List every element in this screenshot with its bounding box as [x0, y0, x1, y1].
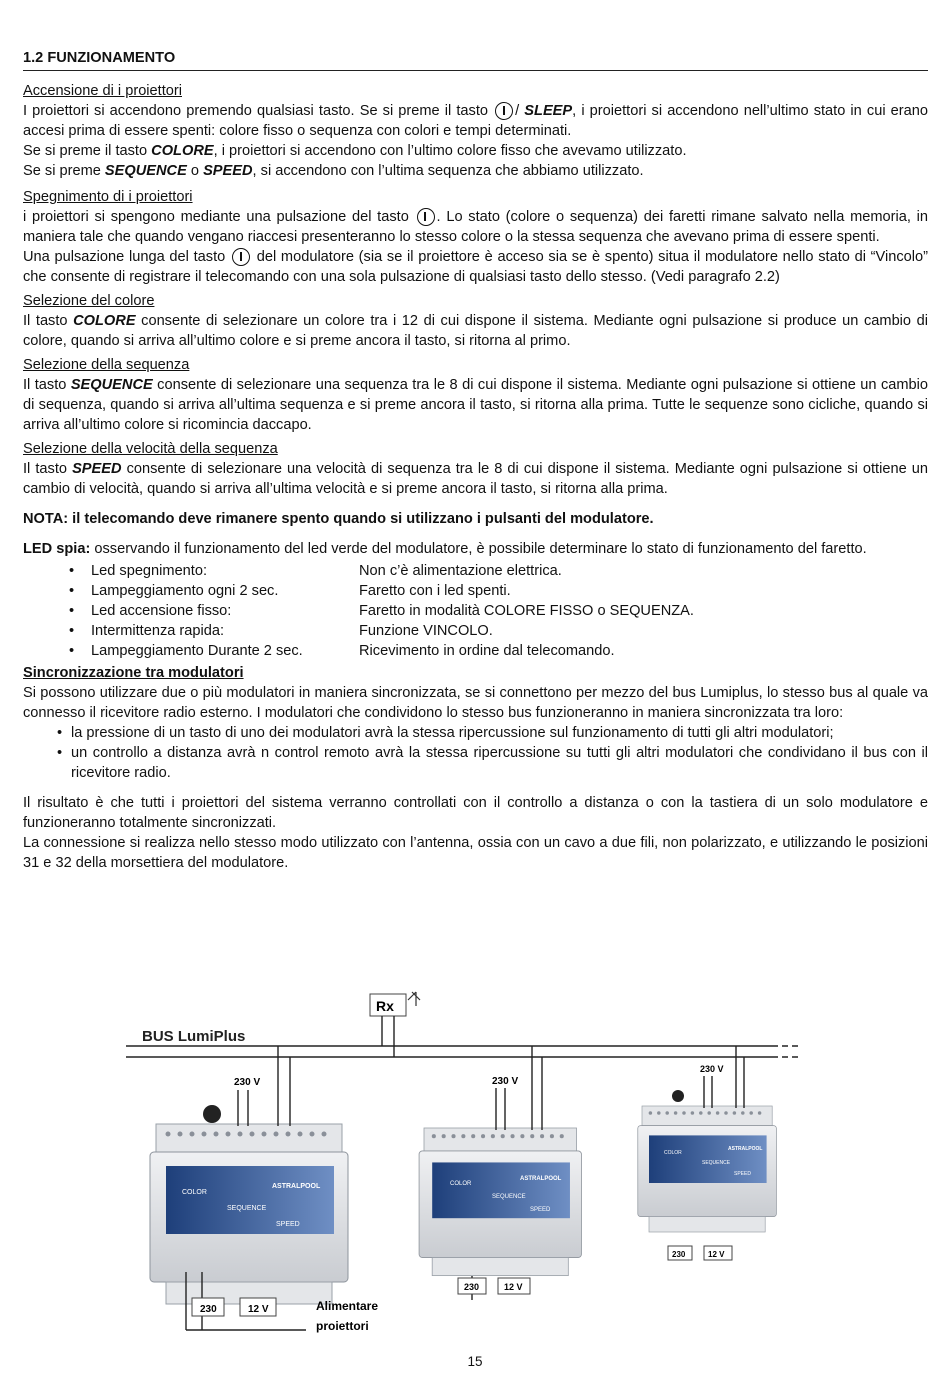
bullet: • [69, 623, 75, 639]
spegnimento-p2-rest: del modulatore (sia se il proiettore è acceso sia se è spento) situa il modulatore nello stato di “Vincolo” che consente di registrare il telecomando con una sola pulsazione di qualsiasi tasto dello stesso. (Vedi paragrafo 2.2) [23, 249, 928, 285]
v230-label-3: 230 V [700, 1064, 724, 1074]
brand-3: ASTRALPOOL [728, 1146, 763, 1152]
bullet: • [69, 603, 75, 619]
sequenza-a: Il tasto [23, 377, 71, 393]
led-state: Led spegnimento: [91, 563, 208, 579]
velocita-heading: Selezione della velocità della sequenza [23, 441, 278, 457]
colore-a: Il tasto [23, 313, 74, 329]
sequence-key: SEQUENCE [104, 163, 187, 179]
out-230-2: 230 [464, 1282, 480, 1292]
page-content [23, 48, 928, 873]
led-state: Intermittenza rapida: [91, 623, 225, 639]
spegnimento-p1-text: i proiettori si spengono mediante una pulsazione del tasto [23, 209, 409, 225]
led-row [23, 581, 928, 601]
spegnimento-p2 [23, 247, 928, 287]
colore-b: consente di selezionare un colore tra i 12 di cui dispone il sistema. Mediante ogni pulsazione si produce un cambio di colore, quando si arriva all’ultimo colore e si preme ancora il tasto, si ritorna al primo. [23, 313, 928, 349]
velocita-section [23, 439, 928, 499]
modulator-3 [638, 1106, 777, 1232]
spegnimento-p2-text: Una pulsazione lunga del tasto [23, 249, 226, 265]
btn-speed-2: SPEED [530, 1207, 551, 1213]
velocita-a: Il tasto [23, 461, 73, 477]
btn-sequence-3: SEQUENCE [702, 1160, 731, 1166]
out-12v-3: 12 V [708, 1250, 725, 1259]
bullet: • [69, 643, 75, 659]
accensione-p1-text: I proiettori si accendono premendo qualsiasi tasto. Se si preme il tasto [23, 103, 489, 119]
bullet: • [57, 745, 63, 761]
led-state: Lampeggiamento ogni 2 sec. [91, 583, 279, 599]
accensione-p2-text: Se si preme il tasto [23, 143, 152, 159]
wiring-diagram [112, 988, 802, 1340]
antenna-icon [408, 992, 420, 1006]
v230-label-2: 230 V [492, 1076, 519, 1087]
bus-label: BUS LumiPlus [142, 1028, 246, 1045]
caption-line2: proiettori [316, 1319, 369, 1333]
power-icon [232, 248, 250, 266]
led-meaning: Ricevimento in ordine dal telecomando. [359, 643, 615, 659]
accensione-p3-rest: , si accendono con l’ultima sequenza che abbiamo utilizzato. [252, 163, 644, 179]
colore-section [23, 291, 928, 351]
out-230-1: 230 [200, 1304, 217, 1315]
led-meaning: Faretto in modalità COLORE FISSO o SEQUENZA. [359, 603, 694, 619]
accensione-p2 [23, 141, 928, 161]
out-12v-1: 12 V [248, 1304, 269, 1315]
led-meaning: Faretto con i led spenti. [359, 583, 511, 599]
or-text: o [186, 163, 204, 179]
velocita-b: consente di selezionare una velocità di sequenza tra le 8 di cui dispone il sistema. Mediante ogni pulsazione si ottiene un cambio di velocità, quando si arriva all’ultima velocità e si preme ancora il tasto, si ritorna alla prima. [23, 461, 928, 497]
colore-key: COLORE [151, 143, 214, 159]
bullet: • [57, 725, 63, 741]
spegnimento-heading: Spegnimento di i proiettori [23, 189, 193, 205]
btn-speed-1: SPEED [276, 1221, 300, 1228]
colore-text [23, 311, 928, 351]
accensione-heading: Accensione di i proiettori [23, 83, 182, 99]
led-row [23, 561, 928, 581]
v230-label-1: 230 V [234, 1077, 261, 1088]
sincro-bullet-1-text: la pressione di un tasto di uno dei modulatori avrà la stessa ripercussione sul funzionamento di tutti gli altri modulatori; [71, 725, 834, 741]
accensione-p3-text: Se si preme [23, 163, 105, 179]
nota-text: NOTA: il telecomando deve rimanere spento quando si utilizzano i pulsanti del modulatore. [23, 511, 654, 527]
speed-key: SPEED [203, 163, 253, 179]
page-number: 15 [467, 1354, 483, 1369]
btn-color-2: COLOR [450, 1181, 472, 1187]
accensione-section [23, 81, 928, 181]
colore-heading: Selezione del colore [23, 293, 155, 309]
colore-key: COLORE [73, 313, 136, 329]
led-row [23, 641, 928, 661]
spegnimento-p1 [23, 207, 928, 247]
accensione-p3 [23, 161, 928, 181]
bullet: • [69, 583, 75, 599]
rx-label: Rx [376, 998, 394, 1014]
speed-key: SPEED [72, 461, 122, 477]
btn-sequence-1: SEQUENCE [227, 1205, 267, 1212]
accensione-p1-rest: , i proiettori si accendono nell’ultimo stato in cui erano accesi prima di essere spenti: colore fisso o sequenza con colori e tempi determinati. [23, 103, 928, 139]
led-spia-desc: osservando il funzionamento del led verde del modulatore, è possibile determinare lo stato di funzionamento del faretto. [90, 541, 867, 557]
slash-text: / [515, 103, 520, 119]
bullet: • [69, 563, 75, 579]
out-12v-2: 12 V [504, 1282, 523, 1292]
sincro-heading: Sincronizzazione tra modulatori [23, 665, 244, 681]
sincro-section [23, 663, 928, 873]
spegnimento-section [23, 187, 928, 287]
accensione-p1 [23, 101, 928, 141]
led-list [23, 561, 928, 661]
sequenza-b: consente di selezionare una sequenza tra le 8 di cui dispone il sistema. Mediante ogni pulsazione si ottiene un cambio di sequenza, quando si arriva all’ultima sequenza e si preme ancora il tasto, si ritorna alla prima. Tutte le sequenze sono cicliche, quando si arriva all’ultimo colore si ricomincia daccapo. [23, 377, 928, 433]
led-row [23, 601, 928, 621]
sincro-p2: Il risultato è che tutti i proiettori del sistema verranno controllati con il controllo a distanza o con la tastiera di un solo modulatore e funzioneranno totalmente sincronizzati. [23, 795, 928, 831]
velocita-text [23, 459, 928, 499]
sleep-key: SLEEP [524, 103, 573, 119]
sequenza-heading: Selezione della sequenza [23, 357, 190, 373]
sincro-bullet-1 [57, 723, 928, 743]
brand-1: ASTRALPOOL [272, 1183, 321, 1190]
sequence-key: SEQUENCE [70, 377, 153, 393]
led-spia-label: LED spia: [23, 541, 91, 557]
sequenza-section [23, 355, 928, 435]
btn-sequence-2: SEQUENCE [492, 1194, 526, 1200]
modulator-2 [419, 1128, 581, 1276]
btn-color-1: COLOR [182, 1189, 207, 1196]
modulator-1 [150, 1124, 348, 1304]
power-icon [417, 208, 435, 226]
section-title: 1.2 FUNZIONAMENTO [23, 48, 928, 71]
led-meaning: Funzione VINCOLO. [359, 623, 493, 639]
sincro-p3: La connessione si realizza nello stesso modo utilizzato con l’antenna, ossia con un cavo a due fili, non polarizzato, e utilizzando le posizioni 31 e 32 della morsettiera del modulatore. [23, 835, 928, 871]
spegnimento-p1-rest: . Lo stato (colore o sequenza) dei faretti rimane salvato nella memoria, in maniera tale che quando vengano riaccesi presenteranno lo stesso colore o la stessa sequenza che avevano prima di essere spenti. [23, 209, 928, 245]
led-state: Lampeggiamento Durante 2 sec. [91, 643, 303, 659]
led-row [23, 621, 928, 641]
btn-color-3: COLOR [664, 1150, 682, 1156]
accensione-p2-rest: , i proiettori si accendono con l’ultimo colore fisso che avevamo utilizzato. [213, 143, 687, 159]
led-meaning: Non c’è alimentazione elettrica. [359, 563, 562, 579]
caption-line1: Alimentare [316, 1299, 379, 1313]
sincro-bullet-2-text: un controllo a distanza avrà n control remoto avrà la stessa ripercussione su tutti gli altri modulatori che condividano il bus con il ricevitore radio. [71, 745, 928, 781]
btn-speed-3: SPEED [734, 1171, 751, 1177]
led-state: Led accensione fisso: [91, 603, 232, 619]
out-230-3: 230 [672, 1250, 686, 1259]
sincro-bullet-2 [57, 743, 928, 783]
brand-2: ASTRALPOOL [520, 1176, 562, 1182]
sincro-p1: Si possono utilizzare due o più modulatori in maniera sincronizzata, se si connettono per mezzo del bus Lumiplus, lo stesso bus al quale va connesso il ricevitore radio esterno. I modulatori che condividono lo stesso bus funzioneranno in maniera sincronizzata tra loro: [23, 685, 928, 721]
sequenza-text [23, 375, 928, 435]
led-spia-text [23, 539, 928, 559]
power-icon [495, 102, 513, 120]
